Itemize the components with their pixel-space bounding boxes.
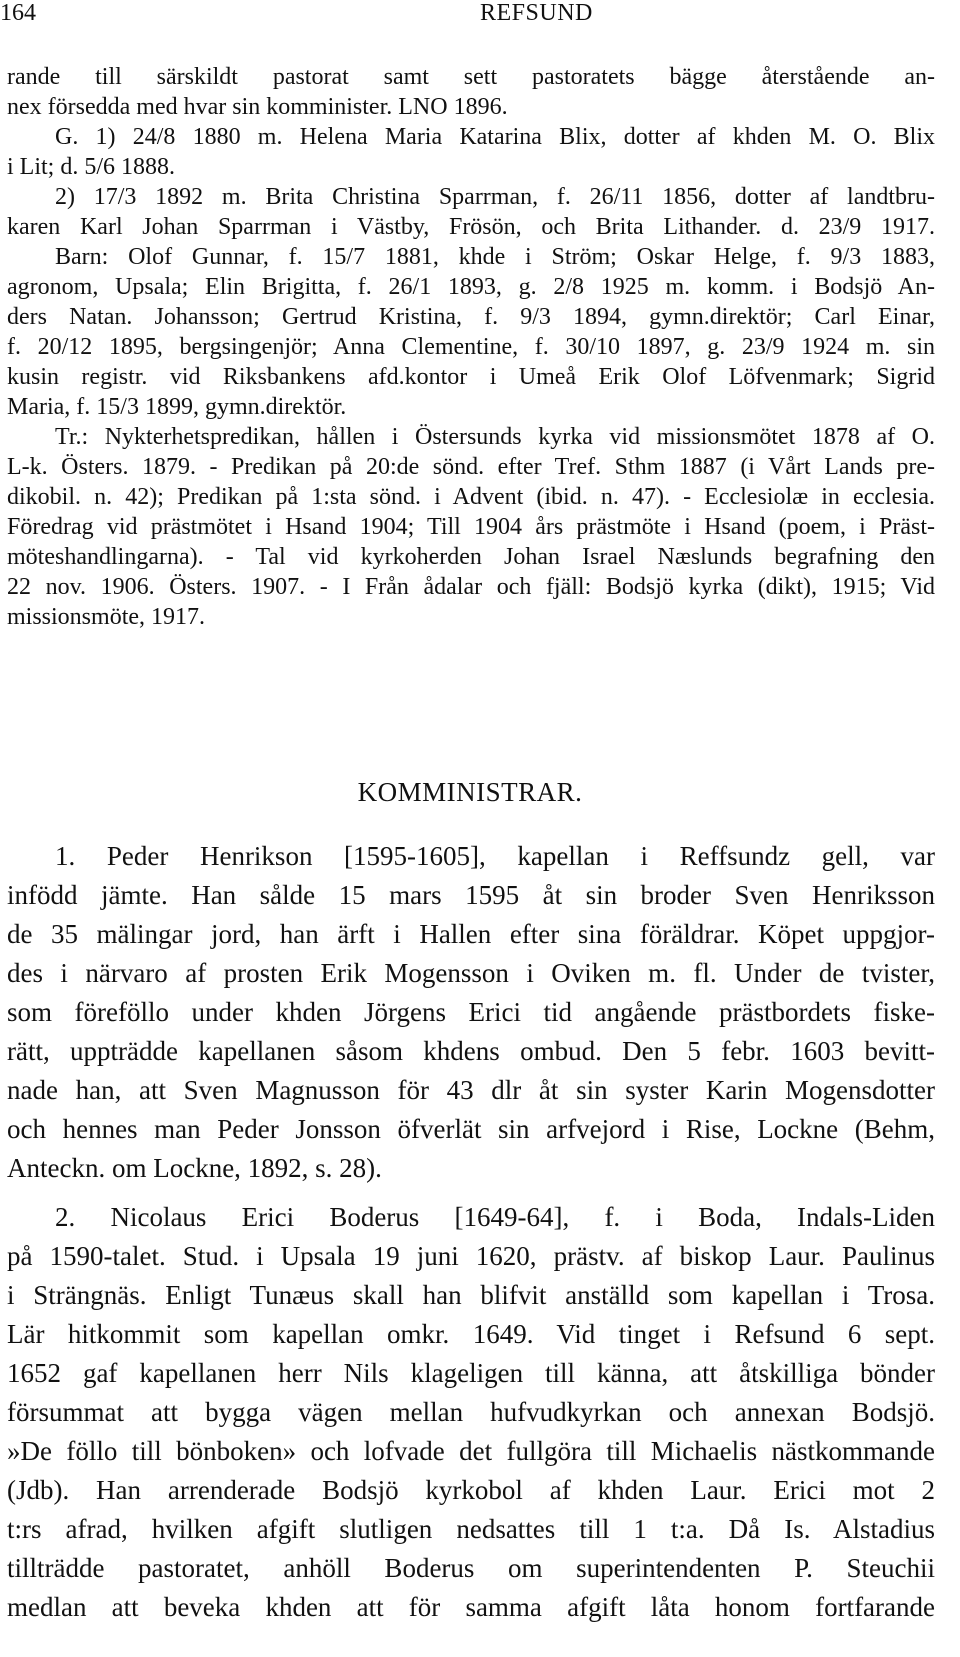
text-line: dikobil. n. 42); Predikan på 1:sta sönd. i Advent (ibid. n. 47). - Ecclesiolæ in ecclesia. [7,484,935,510]
text-line: Lär hitkommit som kapellan omkr. 1649. Vid tinget i Refsund 6 sept. [7,1319,935,1349]
text-line: des i närvaro af prosten Erik Mogensson i Oviken m. fl. Under de tvister, [7,958,935,988]
text-line: nade han, att Sven Magnusson för 43 dlr åt sin syster Karin Mogensdotter [7,1075,935,1105]
text-line: tillträdde pastoratet, anhöll Boderus om superintendenten P. Steuchii [7,1553,935,1583]
text-line: »De föllo till bönboken» och lofvade det fullgöra till Michaelis nästkommande [7,1436,935,1466]
text-line: medlan att beveka khden att för samma afgift låta honom fortfarande [7,1592,935,1622]
page-number: 164 [0,0,36,26]
text-line: infödd jämte. Han sålde 15 mars 1595 åt sin broder Sven Henriksson [7,880,935,910]
section-heading: KOMMINISTRAR. [357,777,583,807]
text-line: i Lit; d. 5/6 1888. [7,154,175,180]
text-line: på 1590-talet. Stud. i Upsala 19 juni 1620, prästv. af biskop Laur. Paulinus [7,1241,935,1271]
text-line: Maria, f. 15/3 1899, gymn.direktör. [7,394,347,420]
biography-continuation [7,62,935,632]
text-line: och hennes man Peder Jonsson öfverlät sin arfvejord i Rise, Lockne (Behm, [7,1114,935,1144]
text-line: möteshandlingarna). - Tal vid kyrkoherden Johan Israel Næslunds begrafning den [7,544,935,570]
text-line: 2. Nicolaus Erici Boderus [1649-64], f. i Boda, Indals-Liden [55,1202,935,1232]
text-line: Anteckn. om Lockne, 1892, s. 28). [7,1153,382,1183]
text-line: f. 20/12 1895, bergsingenjör; Anna Clementine, f. 30/10 1897, g. 23/9 1924 m. sin [7,334,935,360]
text-line: nex försedda med hvar sin komminister. LNO 1896. [7,94,508,120]
entry-peder-henrikson [7,837,935,1188]
text-line: L-k. Östers. 1879. - Predikan på 20:de sönd. efter Tref. Sthm 1887 (i Vårt Lands pre- [7,454,935,480]
text-line: agronom, Upsala; Elin Brigitta, f. 26/1 1893, g. 2/8 1925 m. komm. i Bodsjö An- [7,274,935,300]
text-line: 1652 gaf kapellanen herr Nils klageligen till känna, att åtskilliga bönder [7,1358,935,1388]
text-line: karen Karl Johan Sparrman i Västby, Frösön, och Brita Lithander. d. 23/9 1917. [7,214,935,240]
entry-nicolaus-boderus [7,1198,935,1627]
running-title: REFSUND [480,0,593,26]
text-line: G. 1) 24/8 1880 m. Helena Maria Katarina Blix, dotter af khden M. O. Blix [55,124,935,150]
text-line: de 35 mälingar jord, han ärft i Hallen efter sina föräldrar. Köpet uppgjor- [7,919,935,949]
text-line: 2) 17/3 1892 m. Brita Christina Sparrman, f. 26/11 1856, dotter af landtbru- [55,184,935,210]
text-line: försummat att bygga vägen mellan hufvudkyrkan och annexan Bodsjö. [7,1397,935,1427]
text-line: (Jdb). Han arrenderade Bodsjö kyrkobol af khden Laur. Erici mot 2 [7,1475,935,1505]
text-line: ders Natan. Johansson; Gertrud Kristina, f. 9/3 1894, gymn.direktör; Carl Einar, [7,304,935,330]
text-line: kusin registr. vid Riksbankens afd.kontor i Umeå Erik Olof Löfvenmark; Sigrid [7,364,935,390]
text-line: Barn: Olof Gunnar, f. 15/7 1881, khde i Ström; Oskar Helge, f. 9/3 1883, [55,244,935,270]
text-line: 1. Peder Henrikson [1595-1605], kapellan i Reffsundz gell, var [55,841,935,871]
text-line: t:rs afrad, hvilken afgift slutligen nedsattes till 1 t:a. Då Is. Alstadius [7,1514,935,1544]
text-line: 22 nov. 1906. Östers. 1907. - I Från ådalar och fjäll: Bodsjö kyrka (dikt), 1915; Vid [7,574,935,600]
text-line: Tr.: Nykterhetspredikan, hållen i Östersunds kyrka vid missionsmötet 1878 af O. [55,424,935,450]
text-line: missionsmöte, 1917. [7,604,206,630]
text-line: rätt, uppträdde kapellanen såsom khdens ombud. Den 5 febr. 1603 bevitt- [7,1036,935,1066]
text-line: som föreföllo under khden Jörgens Erici tid angående prästbordets fiske- [7,997,935,1027]
text-line: rande till särskildt pastorat samt sett pastoratets bägge återstående an- [7,64,935,90]
text-line: i Strängnäs. Enligt Tunæus skall han blifvit anställd som kapellan i Trosa. [7,1280,935,1310]
page-header [0,0,940,30]
text-line: Föredrag vid prästmötet i Hsand 1904; Till 1904 års prästmöte i Hsand (poem, i Präst- [7,514,935,540]
